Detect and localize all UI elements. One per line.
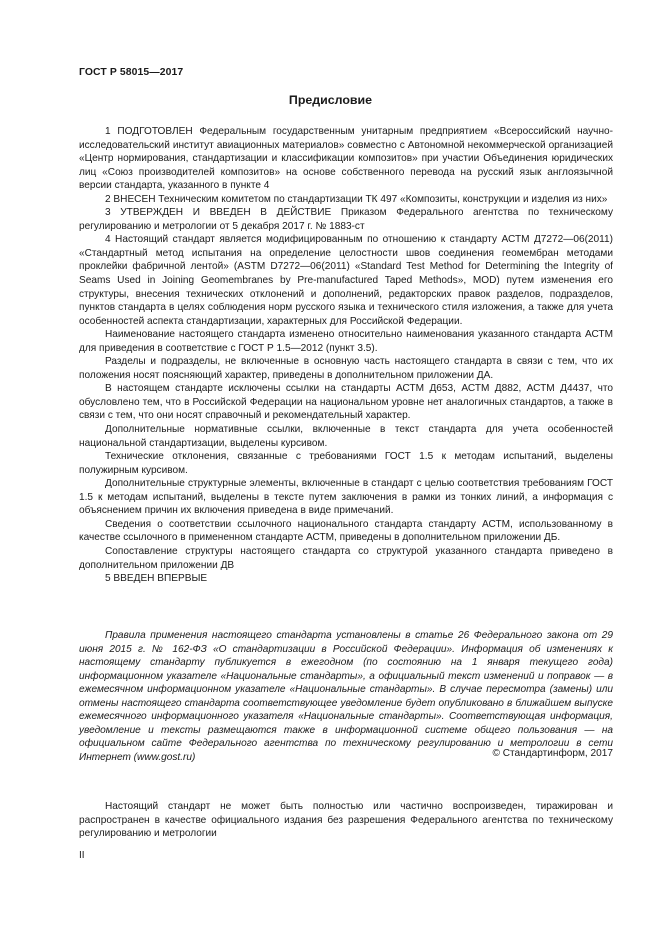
paragraph-normative-refs: Дополнительные нормативные ссылки, включенные в текст стандарта для учета особенностей национальной стандартизации, выделены курсивом.	[79, 424, 613, 449]
paragraph-structure-comparison: Сопоставление структуры настоящего стандарта со структурой указанного стандарта приведено в дополнительном приложении ДВ	[79, 545, 613, 571]
page-number: II	[79, 850, 85, 861]
paragraph-excluded-refs: В настоящем стандарте исключены ссылки на стандарты АСТМ Д653, АСТМ Д882, АСТМ Д4437, что обусловлено тем, что в Российской Федерации на национальном уровне нет аналогичных стандартов, а также в связи с тем, что они носят справочный и рекомендательный характер.	[79, 383, 613, 422]
foreword-body	[79, 125, 613, 586]
paragraph-first-introduced: 5 ВВЕДЕН ВПЕРВЫЕ	[105, 573, 208, 585]
paragraph-deviations: Технические отклонения, связанные с требованиями ГОСТ 1.5 к методам испытаний, выделены полужирным курсивом.	[79, 451, 613, 476]
paragraph-conformity-info: Сведения о соответствии ссылочного национального стандарта стандарту АСТМ, использованному в качестве ссылочного в примененном стандарте АСТМ, приведены в дополнительном приложении ДБ.	[79, 518, 613, 544]
paragraph-approved: 3 УТВЕРЖДЕН И ВВЕДЕН В ДЕЙСТВИЕ Приказом Федерального агентства по техническому регулированию и метрологии от 5 декабря 2017 г. № 1883-ст	[79, 207, 613, 232]
paragraph-sections: Разделы и подразделы, не включенные в основную часть настоящего стандарта в связи с тем, что их положения носят поясняющий характер, приведены в дополнительном приложении ДА.	[79, 356, 613, 381]
paragraph-name-change: Наименование настоящего стандарта изменено относительно наименования указанного стандарта АСТМ для приведения в соответствие с ГОСТ Р 1.5—2012 (пункт 3.5).	[79, 329, 613, 354]
application-rules-notice: Правила применения настоящего стандарта установлены в статье 26 Федерального закона от 29 июня 2015 г. № 162-ФЗ «О стандартизации в Российской Федерации». Информация об изменениях к настоящему стандарту публикуется в ежегодном (по состоянию на 1 января текущего года) информационном указателе «Национальные стандарты», а официальный текст изменений и поправок — в ежемесячном информационном указателе «Национальные стандарты». В случае пересмотра (замены) или отмены настоящего стандарта соответствующее уведомление будет опубликовано в ближайшем выпуске ежемесячного информационного указателя «Национальные стандарты». Соответствующая информация, уведомление и тексты размещаются также в информационной системе общего пользования — на официальном сайте Федерального агентства по техническому регулированию и метрологии в сети Интернет (www.gost.ru)	[79, 630, 613, 763]
document-code: ГОСТ Р 58015—2017	[79, 67, 184, 78]
paragraph-modification: 4 Настоящий стандарт является модифицированным по отношению к стандарту АСТМ Д7272—06(2011) «Стандартный метод испытания на определение целостности швов соединения геомембран методами проклейки фабричной лентой» (ASTM D7272—06(2011) «Standard Test Method for Determining the Integrity of Seams Used in Joining Geomembranes by Pre-manufactured Taped Methods», MOD) путем изменения его структуры, внесения технических отклонений и дополнений, редакторских правок разделов, подразделов, пунктов стандарта в целях соблюдения норм русского языка и технического стиля изложения, а также для учета особенностей аспекта стандартизации, характерных для Российской Федерации.	[79, 234, 613, 327]
page-title: Предисловие	[288, 93, 373, 107]
paragraph-introduced-by: 2 ВНЕСЕН Техническим комитетом по стандартизации ТК 497 «Композиты, конструкции и изделия из них»	[105, 193, 608, 205]
copyright-line: © Стандартинформ, 2017	[492, 748, 613, 759]
paragraph-prepared-by: 1 ПОДГОТОВЛЕН Федеральным государственным унитарным предприятием «Всероссийский научно-исследовательский институт авиационных материалов» совместно с Автономной некоммерческой организацией «Центр нормирования, стандартизации и классификации композитов» при участии Объединения юридических лиц «Союз производителей композитов» на основе собственного перевода на русский язык англоязычной версии стандарта, указанного в пункте 4	[79, 126, 613, 192]
reproduction-notice: Настоящий стандарт не может быть полностью или частично воспроизведен, тиражирован и распространен в качестве официального издания без разрешения Федерального агентства по техническому регулированию и метрологии	[79, 801, 613, 840]
paragraph-structural-elements: Дополнительные структурные элементы, включенные в стандарт с целью соответствия требованиям ГОСТ 1.5 к методам испытаний, выделены в тексте путем заключения в рамки из тонких линий, а информация с объяснением причин их включения приведена в виде примечаний.	[79, 478, 613, 517]
